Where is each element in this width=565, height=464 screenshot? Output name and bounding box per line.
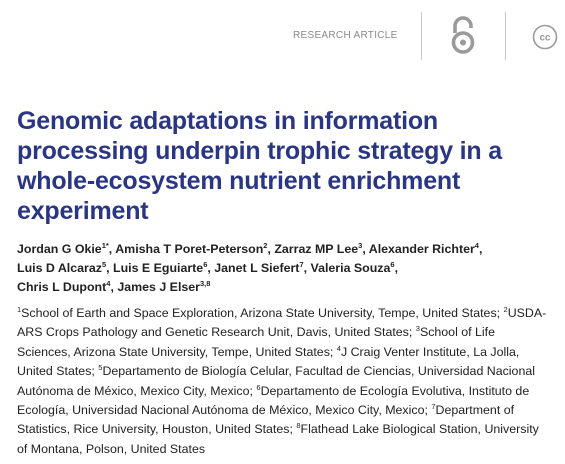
affiliation: J Craig Venter Institute, La Jolla, United States; bbox=[17, 344, 520, 379]
affil-number: 1 bbox=[17, 304, 22, 314]
affiliation-list bbox=[17, 304, 549, 459]
author-affil-sup: 4 bbox=[106, 278, 111, 288]
author-affil-sup: 3 bbox=[358, 240, 363, 250]
affiliation: School of Life Sciences, Arizona State University, Tempe, United States; bbox=[17, 325, 496, 359]
author-affil-sup: 1* bbox=[101, 240, 109, 250]
author-name: Luis D Alcaraz bbox=[17, 261, 102, 275]
affil-number: 6 bbox=[256, 382, 261, 392]
creative-commons-icon[interactable] bbox=[532, 24, 558, 50]
author[interactable] bbox=[311, 261, 395, 275]
author-name: Zarraz MP Lee bbox=[274, 242, 359, 256]
author-affil-sup: 2 bbox=[263, 240, 268, 250]
header-divider bbox=[421, 12, 422, 60]
affiliation: USDA-ARS Crops Pathology and Genetic Research Unit, Davis, United States; bbox=[17, 306, 547, 340]
affiliation: School of Earth and Space Exploration, Arizona State University, Tempe, United States; bbox=[21, 306, 504, 320]
author-list: Jordan G Okie$^{1*}$, Amisha T Poret-Peterson$^2$, Zarraz MP Lee$^3$, Alexander Richter$^4$, Luis D Alcaraz$^5$, Luis E Eguiarte$^6$, Janet L Siefert$^7$, Valeria Souza$^6$, Chris L Dupont$^4$, James J Elser$^{3,8}$ bbox=[17, 240, 483, 294]
author[interactable] bbox=[214, 261, 303, 275]
author-name: Alexander Richter bbox=[368, 242, 475, 256]
article-title: Genomic adaptations in information processing underpin trophic strategy in a whole-ecosystem nutrient enrichment experiment bbox=[17, 107, 502, 225]
author[interactable] bbox=[17, 280, 110, 294]
affiliation: Departamento de Biología Celular, Facultad de Ciencias, Universidad Nacional Autónoma de México, Mexico City, Mexico; bbox=[17, 364, 535, 398]
affil-number: 4 bbox=[336, 343, 341, 353]
author[interactable] bbox=[17, 242, 109, 256]
article-type-label: RESEARCH ARTICLE bbox=[293, 30, 398, 41]
author[interactable] bbox=[117, 280, 210, 294]
author-affil-sup: 5 bbox=[101, 259, 107, 269]
author[interactable] bbox=[115, 242, 267, 256]
affiliation: Departamento de Ecología Evolutiva, Instituto de Ecología, Universidad Nacional Autónoma de México, Mexico City, Mexico; bbox=[17, 383, 530, 418]
author[interactable] bbox=[113, 261, 207, 275]
author-affil-sup: 6 bbox=[390, 259, 395, 269]
author-name: Chris L Dupont bbox=[17, 280, 107, 294]
open-access-icon[interactable] bbox=[448, 16, 478, 56]
header-divider bbox=[505, 12, 506, 60]
author-name: Luis E Eguiarte bbox=[113, 261, 204, 275]
affil-number: 7 bbox=[431, 401, 436, 411]
author-affil-sup: 3,8 bbox=[200, 278, 211, 288]
affiliation: Flathead Lake Biological Station, University of Montana, Polson, United States bbox=[17, 422, 539, 456]
affil-number: 3 bbox=[415, 324, 420, 334]
author-name: Valeria Souza bbox=[310, 261, 391, 275]
affiliation: Department of Statistics, Rice University, Houston, United States; bbox=[17, 403, 515, 437]
author-affil-sup: 4 bbox=[474, 240, 479, 250]
author-name: Jordan G Okie bbox=[17, 242, 102, 256]
author[interactable] bbox=[369, 242, 479, 256]
affil-number: 5 bbox=[98, 363, 103, 373]
author-name: Janet L Siefert bbox=[214, 261, 300, 275]
affil-number: 2 bbox=[503, 304, 508, 314]
author[interactable] bbox=[274, 242, 362, 256]
author[interactable] bbox=[17, 261, 106, 275]
affil-number: 8 bbox=[296, 421, 301, 431]
author-affil-sup: 6 bbox=[203, 259, 208, 269]
author-name: Amisha T Poret-Peterson bbox=[115, 242, 264, 256]
cc-label: cc bbox=[539, 32, 551, 44]
author-name: James J Elser bbox=[117, 280, 200, 294]
author-affil-sup: 7 bbox=[299, 259, 304, 269]
